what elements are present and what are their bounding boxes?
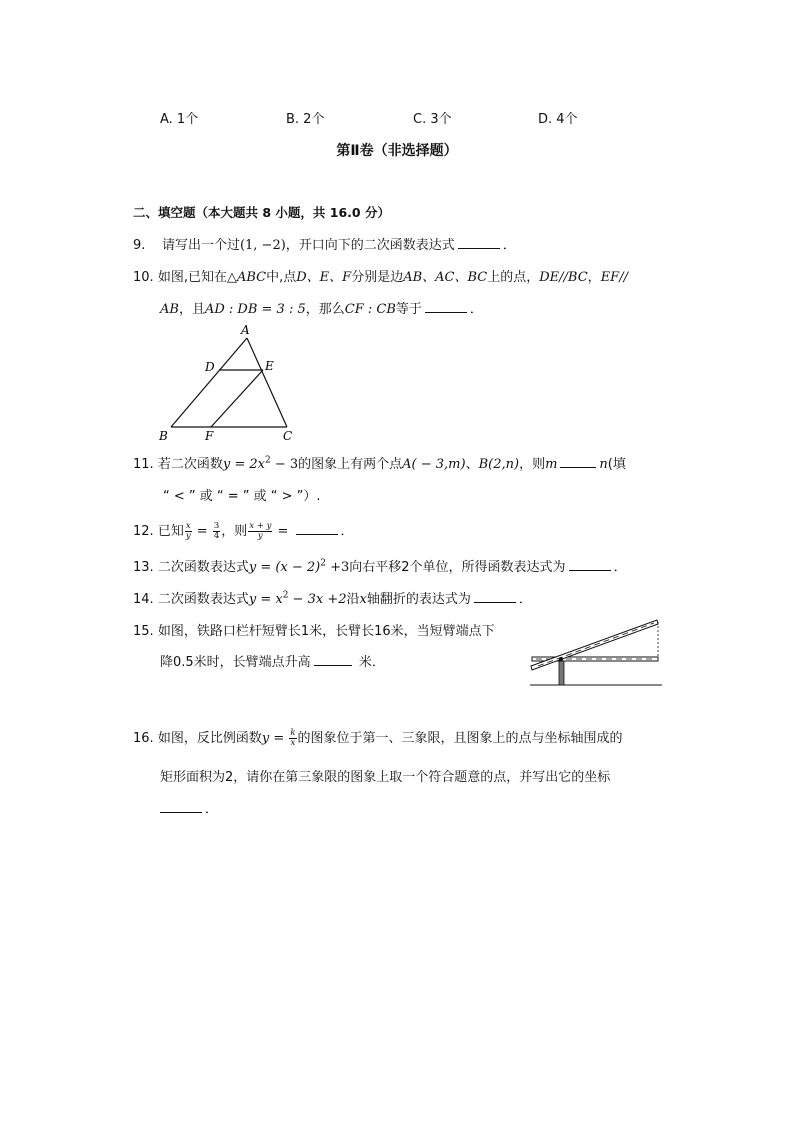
q12-f3-den: y xyxy=(257,531,263,541)
q10-parallel-2: EF// xyxy=(600,270,628,285)
label-e: E xyxy=(265,359,274,373)
question-10-line2 xyxy=(160,298,483,317)
q13-exponent: 2 xyxy=(320,558,326,569)
side-ab xyxy=(171,338,247,427)
option-a: A. 1个 xyxy=(160,112,199,127)
question-16-line2: 矩形面积为2，请你在第三象限的图象上取一个符合题意的点，并写出它的坐标 xyxy=(160,770,611,785)
q10-side-ab: AB xyxy=(160,302,179,317)
question-11-line1 xyxy=(133,453,626,472)
label-c: C xyxy=(283,429,293,443)
q14-number: 14. xyxy=(133,592,154,607)
q14-function: y = x xyxy=(248,592,283,607)
q10-number: 10. xyxy=(133,270,154,285)
q14-end: ． xyxy=(518,592,532,607)
pivot-point xyxy=(559,657,563,661)
q14-text-a: 二次函数表达式 xyxy=(157,592,249,607)
option-b: B. 2个 xyxy=(286,112,325,127)
question-15-line2 xyxy=(160,651,385,670)
q10-sides: AB、AC、BC xyxy=(403,270,488,285)
q11-point-b: B(2,n) xyxy=(478,457,520,472)
option-c: C. 3个 xyxy=(413,112,452,127)
q10-comma: ， xyxy=(587,270,601,285)
question-9 xyxy=(133,234,516,253)
q12-text-b: ，则 xyxy=(221,524,248,539)
q11-sep: 、 xyxy=(465,457,479,472)
q12-number: 12. xyxy=(133,524,154,539)
q16-number: 16. xyxy=(133,731,154,746)
q12-text-a: 已知 xyxy=(157,524,184,539)
q10-text-e: ，且 xyxy=(178,302,205,317)
q12-f1-den: y xyxy=(185,531,191,541)
q11-m: m xyxy=(545,457,558,472)
q11-point-a: A( − 3,m) xyxy=(402,457,466,472)
q13-function-b: +3 xyxy=(325,560,350,575)
label-d: D xyxy=(205,360,215,374)
label-a: A xyxy=(241,323,250,337)
question-11-line2: “ < ” 或 “ = ” 或 “ > ”）. xyxy=(163,489,321,504)
q16-end: ． xyxy=(205,802,219,817)
label-b: B xyxy=(159,429,168,443)
q10-end: ． xyxy=(469,302,483,317)
q11-exponent: 2 xyxy=(264,455,271,466)
q12-f3-num: x + y xyxy=(249,521,272,531)
q11-text-c: ，则 xyxy=(519,457,546,472)
q12-fraction-2 xyxy=(213,522,220,541)
q10-points: D、E、F xyxy=(296,270,352,285)
q12-f2-den: 4 xyxy=(213,531,220,541)
q10-text-c: 分别是边 xyxy=(351,270,404,285)
q14-text-c: 轴翻折的表达式为 xyxy=(366,592,471,607)
q16-function-y: y = xyxy=(261,731,289,746)
q16-fraction xyxy=(289,729,296,748)
section-label: 二、填空题（本大题共 8 小题，共 16.0 分） xyxy=(133,205,390,220)
question-14 xyxy=(133,588,532,607)
q11-text-b: 的图象上有两个点 xyxy=(298,457,403,472)
q10-text-a: 如图,已知在 xyxy=(157,270,227,285)
q11-answer-blank[interactable] xyxy=(560,466,596,468)
q12-end: ． xyxy=(340,524,354,539)
q13-number: 13. xyxy=(133,560,154,575)
q14-answer-blank[interactable] xyxy=(474,601,516,603)
q16-f-den: x xyxy=(290,738,296,748)
q12-f1-num: x xyxy=(185,521,191,531)
q9-answer-blank[interactable] xyxy=(458,247,500,249)
q15-line2: 降0.5米时，长臂端点升高 xyxy=(160,655,311,670)
q9-number: 9. xyxy=(133,238,146,253)
q12-fraction-3 xyxy=(248,522,272,541)
q14-axis: x xyxy=(359,592,367,607)
segment-ef xyxy=(211,370,263,427)
q13-text-a: 二次函数表达式 xyxy=(157,560,249,575)
q9-end: ． xyxy=(502,238,516,253)
q11-number: 11. xyxy=(133,457,154,472)
q13-function: y = (x − 2) xyxy=(248,560,321,575)
q14-exponent: 2 xyxy=(282,590,289,601)
q12-eq-1: = xyxy=(192,524,212,539)
q10-text-b: 中,点 xyxy=(266,270,297,285)
q13-end: ． xyxy=(613,560,627,575)
railway-barrier-figure xyxy=(528,615,664,689)
q15-answer-blank[interactable] xyxy=(314,664,352,666)
q15-number: 15. xyxy=(133,624,154,639)
question-12 xyxy=(133,520,354,541)
q10-triangle: △ABC xyxy=(226,270,267,285)
q11-text-a: 若二次函数 xyxy=(157,457,223,472)
q10-text-g: 等于 xyxy=(395,302,422,317)
q11-function: y = 2x xyxy=(222,457,265,472)
q14-function-b: − 3x +2 xyxy=(288,592,347,607)
section-header xyxy=(133,203,390,221)
q10-parallel-1: DE//BC xyxy=(539,270,588,285)
question-15-line1 xyxy=(133,620,495,639)
q12-answer-blank[interactable] xyxy=(296,533,338,535)
q10-ratio: AD : DB = 3 : 5 xyxy=(204,302,306,317)
q11-n: n xyxy=(599,457,608,472)
q16-answer-blank[interactable] xyxy=(160,811,202,813)
q11-text-d: (填 xyxy=(607,457,626,472)
q16-text-a: 如图，反比例函数 xyxy=(157,731,262,746)
q13-answer-blank[interactable] xyxy=(569,569,611,571)
question-10-line1 xyxy=(133,266,628,285)
q16-f-num: k xyxy=(290,728,296,738)
q15-unit: 米． xyxy=(358,655,385,670)
q12-eq-2: = xyxy=(273,524,293,539)
side-ac xyxy=(247,338,287,427)
q9-point: (1, −2) xyxy=(239,238,286,253)
label-f: F xyxy=(205,429,214,443)
q14-text-b: 沿 xyxy=(346,592,360,607)
question-16-line3 xyxy=(160,798,218,817)
question-16-line1 xyxy=(133,727,623,748)
q9-text-b: ，开口向下的二次函数表达式 xyxy=(285,238,455,253)
q9-text-a: 请写出一个过 xyxy=(161,238,240,253)
barrier-post xyxy=(559,661,564,685)
q16-text-b: 的图象位于第一、三象限，且图象上的点与坐标轴围成的 xyxy=(297,731,623,746)
q15-line1: 如图，铁路口栏杆短臂长1米，长臂长16米，当短臂端点下 xyxy=(157,624,495,639)
q12-fraction-1 xyxy=(185,522,192,541)
q10-text-f: ，那么 xyxy=(305,302,345,317)
question-13 xyxy=(133,556,627,575)
q12-f2-num: 3 xyxy=(213,521,220,531)
q10-text-d: 上的点， xyxy=(487,270,540,285)
q13-text-b: 向右平移2个单位，所得函数表达式为 xyxy=(349,560,566,575)
part-title: 第Ⅱ卷（非选择题） xyxy=(336,143,458,159)
q10-ask: CF : CB xyxy=(344,302,396,317)
q10-answer-blank[interactable] xyxy=(425,311,467,313)
option-d: D. 4个 xyxy=(538,112,578,127)
triangle-figure xyxy=(155,320,305,445)
q11-function-b: − 3 xyxy=(270,457,299,472)
